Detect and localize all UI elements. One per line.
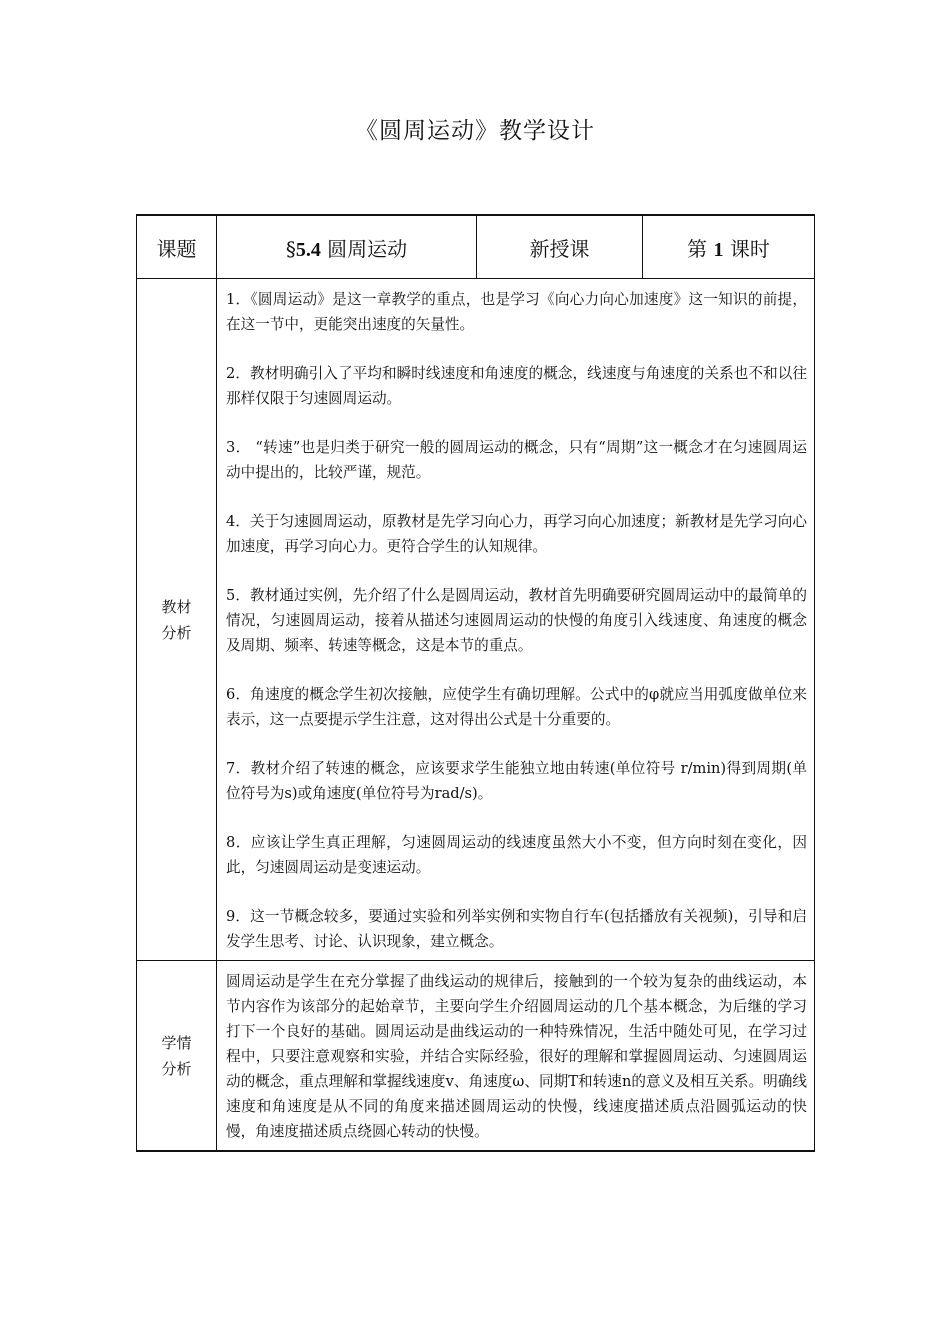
- textbook-analysis-paragraph-2: 2．教材明确引入了平均和瞬时线速度和角速度的概念，线速度与角速度的关系也不和以往那样仅限于匀速圆周运动。: [226, 365, 807, 407]
- section-number: 5.4: [295, 238, 321, 261]
- lesson-type-cell: [477, 215, 643, 279]
- textbook-analysis-label-line1: 教材: [161, 597, 192, 616]
- textbook-analysis-paragraph-4: 4．关于匀速圆周运动，原教材是先学习向心力，再学习向心加速度；新教材是先学习向心加速度，再学习向心力。更符合学生的认知规律。: [226, 513, 807, 555]
- period-number: 1: [713, 238, 724, 261]
- textbook-analysis-paragraph-8: 8．应该让学生真正理解，匀速圆周运动的线速度虽然大小不变，但方向时刻在变化，因此，匀速圆周运动是变速运动。: [226, 834, 807, 876]
- document-title: 《圆周运动》教学设计: [355, 118, 595, 144]
- textbook-analysis-content: [217, 279, 815, 961]
- student-analysis-content: [217, 961, 815, 1152]
- period-suffix: 课时: [729, 236, 770, 261]
- textbook-analysis-paragraph-5: 5．教材通过实例，先介绍了什么是圆周运动，教材首先明确要研究圆周运动中的最简单的情况，匀速圆周运动，接着从描述匀速圆周运动的快慢的角度引入线速度、角速度的概念及周期、频率、转速等概念，这是本节的重点。: [226, 587, 807, 654]
- student-analysis-label-line1: 学情: [161, 1033, 192, 1052]
- student-analysis-row: [137, 961, 815, 1152]
- student-analysis-text: 圆周运动是学生在充分掌握了曲线运动的规律后，接触到的一个较为复杂的曲线运动，本节内容作为该部分的起始章节，主要向学生介绍圆周运动的几个基本概念，为后继的学习打下一个良好的基础。圆周运动是曲线运动的一种特殊情况，生活中随处可见，在学习过程中，只要注意观察和实验，并结合实际经验，很好的理解和掌握圆周运动、匀速圆周运动的概念，重点理解和掌握线速度v、角速度ω、同期T和转速n的意义及相互关系。明确线速度和角速度是从不同的角度来描述圆周运动的快慢，线速度描述质点沿圆弧运动的快慢，角速度描述质点绕圆心转动的快慢。: [226, 973, 807, 1140]
- period-cell: [643, 215, 815, 279]
- topic-label: 课题: [156, 236, 197, 261]
- textbook-analysis-paragraph-6: 6．角速度的概念学生初次接触，应使学生有确切理解。公式中的φ就应当用弧度做单位来表示，这一点要提示学生注意，这对得出公式是十分重要的。: [226, 686, 807, 728]
- textbook-analysis-paragraph-3: 3． “转速”也是归类于研究一般的圆周运动的概念，只有“周期”这一概念才在匀速圆周运动中提出的，比较严谨，规范。: [226, 439, 807, 481]
- section-prefix: §: [285, 236, 296, 261]
- header-row: [137, 215, 815, 279]
- topic-label-cell: [137, 215, 217, 279]
- student-analysis-label: [137, 961, 217, 1152]
- textbook-analysis-label-line2: 分析: [161, 623, 192, 642]
- textbook-analysis-row: [137, 279, 815, 961]
- section-name: 圆周运动: [327, 236, 408, 261]
- lesson-type: 新授课: [529, 236, 590, 261]
- lesson-plan-table: [136, 214, 815, 1152]
- textbook-analysis-label: [137, 279, 217, 961]
- period-prefix: 第: [687, 236, 708, 261]
- textbook-analysis-paragraph-7: 7．教材介绍了转速的概念，应该要求学生能独立地由转速(单位符号 r/min)得到周期(单位符号为s)或角速度(单位符号为rad/s)。: [226, 760, 807, 802]
- section-title-cell: [217, 215, 477, 279]
- textbook-analysis-paragraph-9: 9．这一节概念较多，要通过实验和列举实例和实物自行车(包括播放有关视频)，引导和启发学生思考、讨论、认识现象，建立概念。: [226, 908, 807, 950]
- student-analysis-label-line2: 分析: [161, 1059, 192, 1078]
- textbook-analysis-paragraph-1: 1．《圆周运动》是这一章教学的重点，也是学习《向心力向心加速度》这一知识的前提，在这一节中，更能突出速度的矢量性。: [226, 291, 807, 333]
